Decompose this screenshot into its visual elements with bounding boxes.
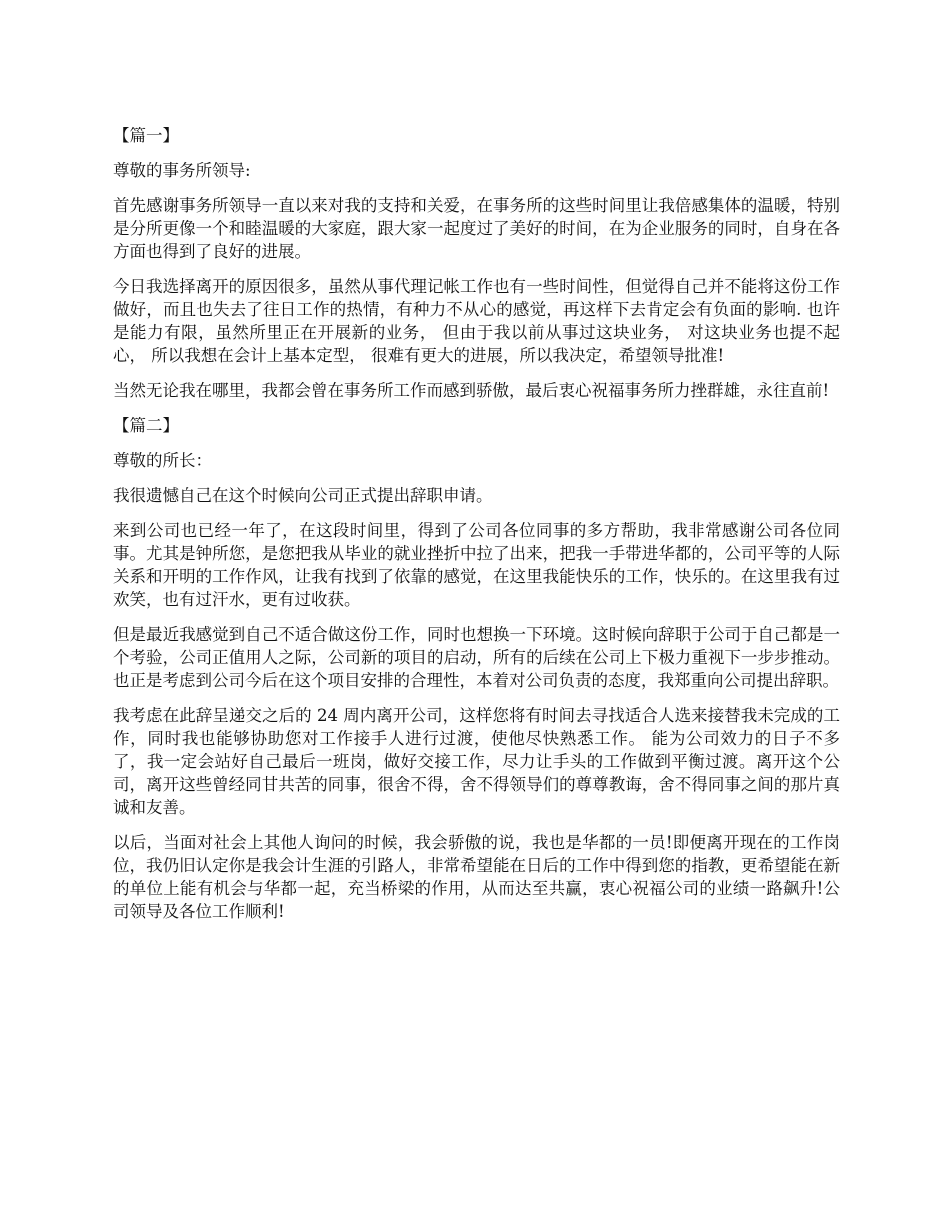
paragraph: 我考虑在此辞呈递交之后的 24 周内离开公司，这样您将有时间去寻找适合人选来接替我未完成的工作，同时我也能够协助您对工作接手人进行过渡，使他尽快熟悉工作。 能为公司效力的日子不多了，我一定会站好自己最后一班岗，做好交接工作，尽力让手头的工作做到平衡过渡。离开这个公司，离开这些曾经同甘共苦的同事，很舍不得，舍不得领导们的尊尊教诲，舍不得同事之间的那片真诚和友善。 — [113, 706, 840, 817]
salutation: 尊敬的所长： — [113, 451, 212, 470]
paragraph: 以后，当面对社会上其他人询问的时候，我会骄傲的说，我也是华都的一员!即便离开现在的工作岗位，我仍旧认定你是我会计生涯的引路人，非常希望能在日后的工作中得到您的指教，更希望能在新的单位上能有机会与华都一起，充当桥梁的作用，从而达至共赢，衷心祝福公司的业绩一路飙升!公司领导及各位工作顺利! — [113, 833, 840, 921]
paragraph: 今日我选择离开的原因很多，虽然从事代理记帐工作也有一些时间性，但觉得自己并不能将这份工作做好，而且也失去了往日工作的热情，有种力不从心的感觉，再这样下去肯定会有负面的影响. 也许是能力有限，虽然所里正在开展新的业务， 但由于我以前从事过这块业务， 对这块业务也提不起心， 所以我想在会计上基本定型， 很难有更大的进展，所以我决定，希望领导批准! — [113, 277, 840, 365]
paragraph: 首先感谢事务所领导一直以来对我的支持和关爱，在事务所的这些时间里让我倍感集体的温暖，特别是分所更像一个和睦温暖的大家庭，跟大家一起度过了美好的时间，在为企业服务的同时，自身在各方面也得到了良好的进展。 — [113, 196, 840, 261]
paragraph: 但是最近我感觉到自己不适合做这份工作，同时也想换一下环境。这时候向辞职于公司于自己都是一个考验，公司正值用人之际，公司新的项目的启动，所有的后续在公司上下极力重视下一步步推动。也正是考虑到公司今后在这个项目安排的合理性，本着对公司负责的态度，我郑重向公司提出辞职。 — [113, 625, 840, 690]
paragraph: 当然无论我在哪里，我都会曾在事务所工作而感到骄傲，最后衷心祝福事务所力挫群雄，永往直前! — [113, 381, 830, 400]
salutation: 尊敬的事务所领导: — [113, 161, 251, 180]
paragraph: 来到公司也已经一年了，在这段时间里，得到了公司各位同事的多方帮助，我非常感谢公司各位同事。尤其是钟所您，是您把我从毕业的就业挫折中拉了出来，把我一手带进华都的，公司平等的人际关系和开明的工作作风，让我有找到了依靠的感觉，在这里我能快乐的工作，快乐的。在这里我有过欢笑，也有过汗水，更有过收获。 — [113, 521, 840, 609]
paragraph: 我很遗憾自己在这个时候向公司正式提出辞职申请。 — [113, 486, 493, 505]
section-heading: 【篇一】 — [113, 126, 179, 145]
section-heading: 【篇二】 — [113, 416, 179, 435]
document-body — [113, 124, 840, 935]
